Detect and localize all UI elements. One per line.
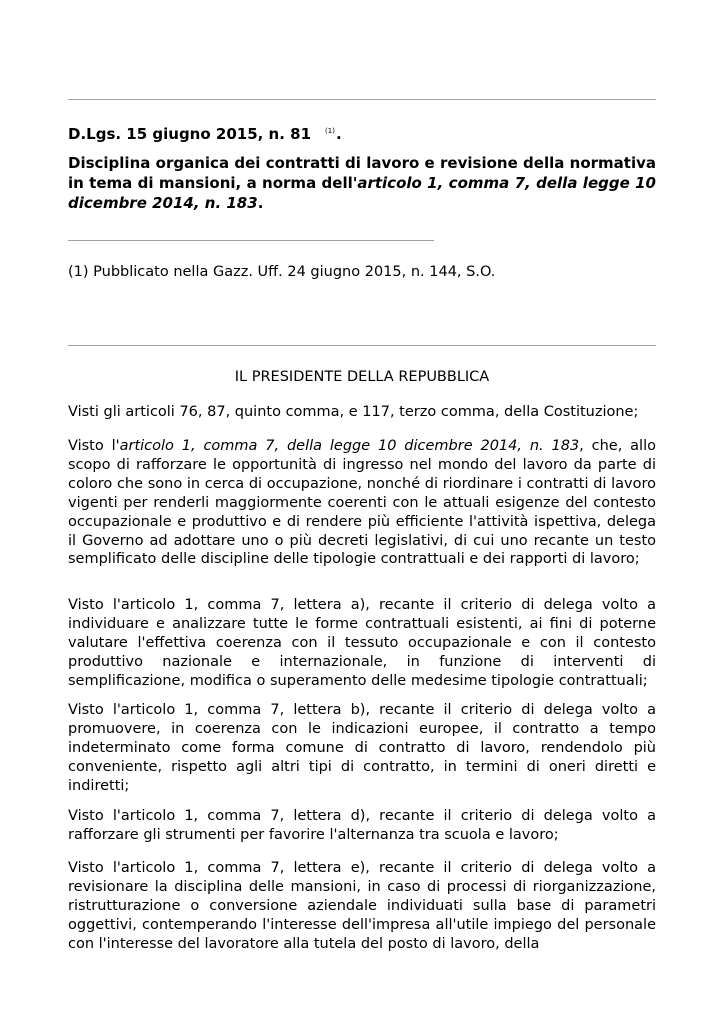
paragraph-3: Visto l'articolo 1, comma 7, lettera a), recante il criterio di delega volto a individuare e analizzare tutte le forme contrattuali esistenti, ai fini di poterne valutare l'effettiva coerenza con il tessuto occupazionale e con il contesto produttivo nazionale e internazionale, in funzione di interventi di semplificazione, modifica o superamento delle medesime tipologie contrattuali; (68, 597, 656, 689)
section-divider (68, 345, 656, 346)
paragraph-2-law-reference: articolo 1, comma 7, della legge 10 dicembre 2014, n. 183 (119, 438, 580, 454)
paragraph-2 (68, 437, 656, 569)
footnote-text: (1) Pubblicato nella Gazz. Uff. 24 giugno 2015, n. 144, S.O. (68, 264, 496, 280)
title-text: D.Lgs. 15 giugno 2015, n. 81 (68, 125, 312, 143)
subtitle-end: . (257, 194, 264, 212)
footnote-divider (68, 240, 434, 241)
subtitle-text: Disciplina organica dei contratti di lavoro e revisione della normativa in tema di mansioni, a norma dell' (68, 154, 656, 192)
paragraph-2-rest: , che, allo scopo di rafforzare le opportunità di ingresso nel mondo del lavoro da parte di coloro che sono in cerca di occupazione, nonché di riordinare i contratti di lavoro vigenti per renderli maggiormente coerenti con le attuali esigenze del contesto occupazionale e produttivo e di rendere più efficiente l'attività ispettiva, delega il Governo ad adottare uno o più decreti legislativi, di cui uno recante un testo semplificato delle discipline delle tipologie contrattuali e dei rapporti di lavoro; (68, 438, 656, 568)
paragraph-4: Visto l'articolo 1, comma 7, lettera b), recante il criterio di delega volto a promuovere, in coerenza con le indicazioni europee, il contratto a tempo indeterminato come forma comune di contratto di lavoro, rendendolo più conveniente, rispetto agli altri tipi di contratto, in termini di oneri diretti e indiretti; (68, 702, 656, 794)
top-divider (68, 99, 656, 100)
paragraph-6: Visto l'articolo 1, comma 7, lettera e), recante il criterio di delega volto a revisionare la disciplina delle mansioni, in caso di processi di riorganizzazione, ristrutturazione o conversione aziendale individuati sulla base di parametri oggettivi, contemperando l'interesse dell'impresa all'utile impiego del personale con l'interesse del lavoratore alla tutela del posto di lavoro, della (68, 860, 656, 952)
paragraph-1: Visti gli articoli 76, 87, quinto comma, e 117, terzo comma, della Costituzione; (68, 404, 639, 420)
subtitle-law-reference: articolo 1, comma 7, della legge 10 dicembre 2014, n. 183 (68, 174, 656, 212)
title-end: . (335, 125, 342, 143)
paragraph-2-start: Visto l' (68, 438, 120, 454)
paragraph-5: Visto l'articolo 1, comma 7, lettera d), recante il criterio di delega volto a rafforzare gli strumenti per favorire l'alternanza tra scuola e lavoro; (68, 808, 656, 843)
document-subtitle (68, 153, 656, 213)
footnote-ref[interactable]: (1) (325, 127, 335, 135)
document-title (68, 121, 656, 144)
president-heading: IL PRESIDENTE DELLA REPUBBLICA (234, 369, 490, 385)
